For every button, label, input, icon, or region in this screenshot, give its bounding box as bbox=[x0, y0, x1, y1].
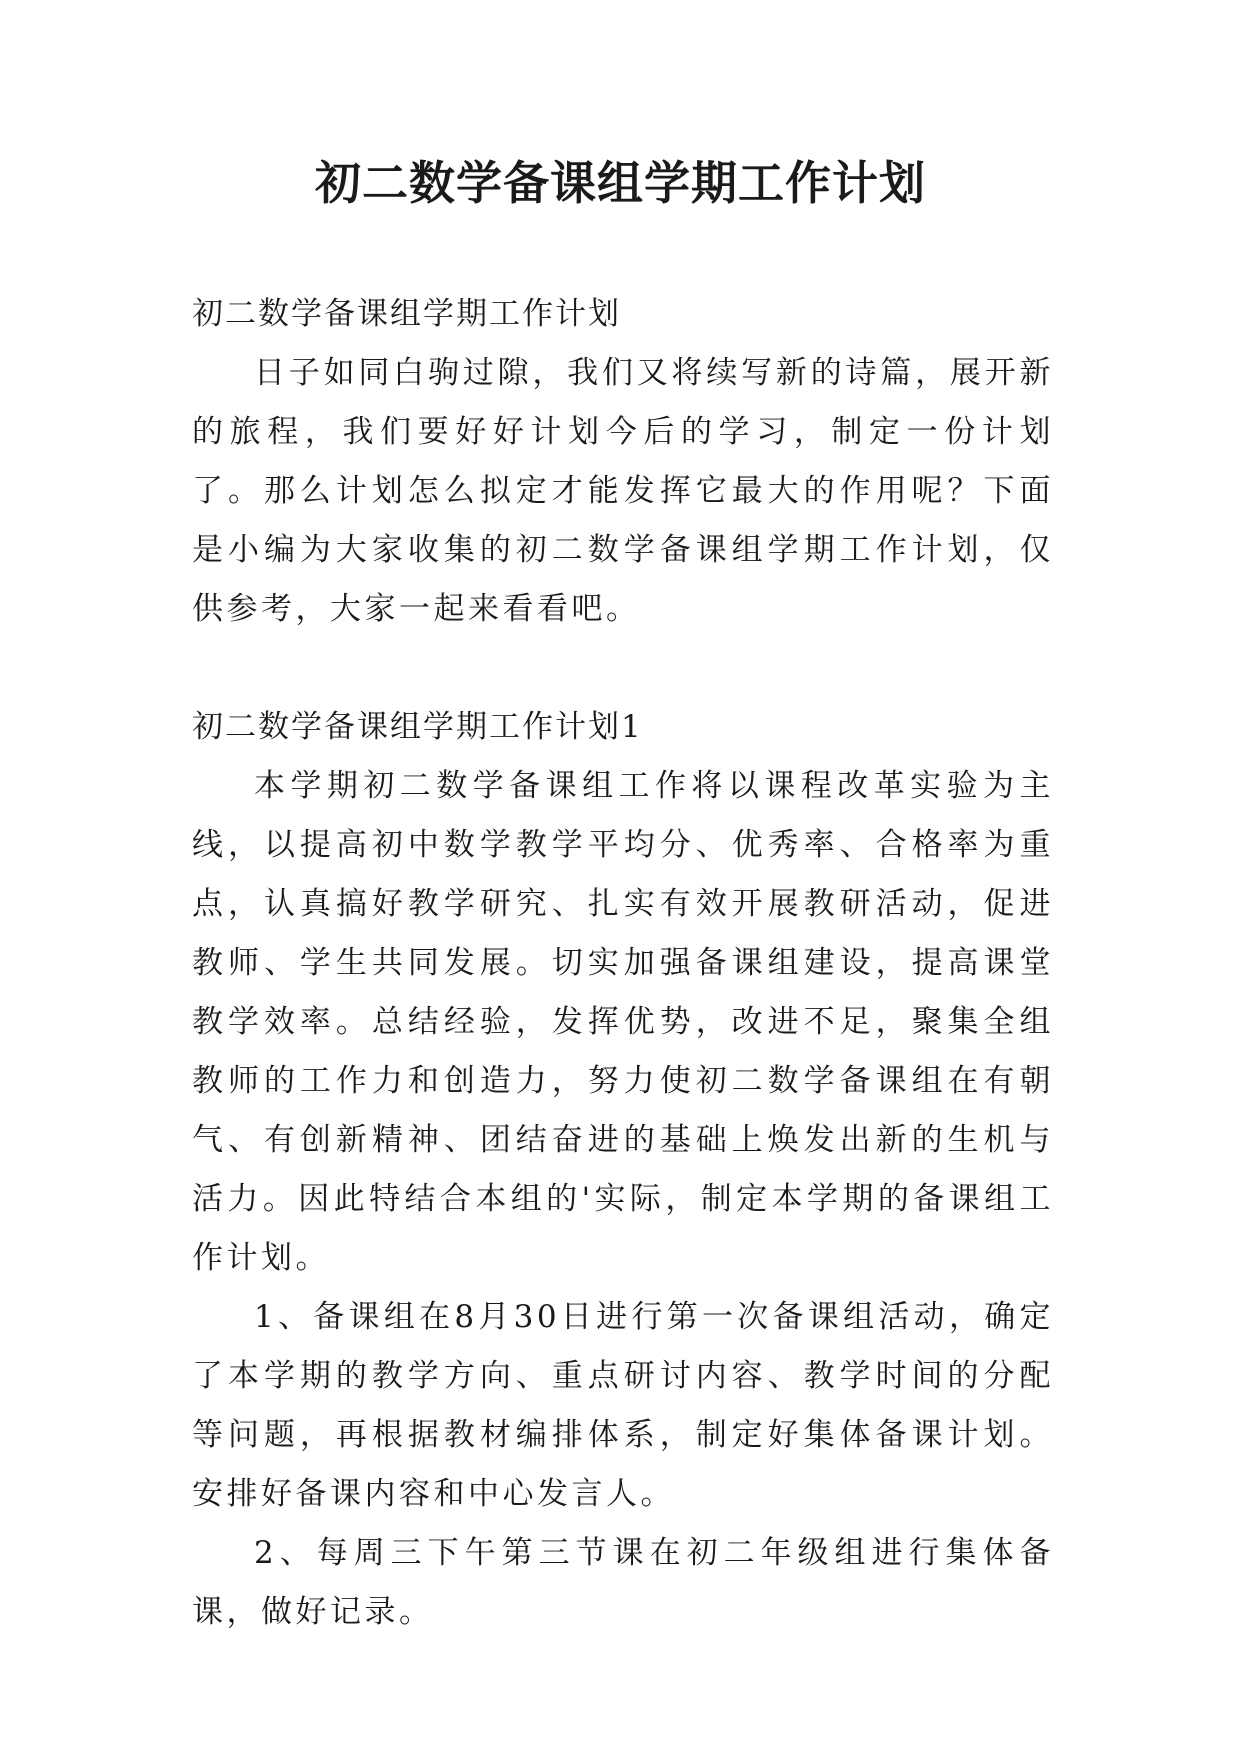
section1-item-1: 1、备课组在8月30日进行第一次备课组活动，确定了本学期的教学方向、重点研讨内容、教学时间的分配等问题，再根据教材编排体系，制定好集体备课计划。安排好备课内容和中心发言人。 bbox=[192, 1299, 1054, 1512]
section1-item-2: 2、每周三下午第三节课在初二年级组进行集体备课，做好记录。 bbox=[192, 1535, 1054, 1630]
document-title: 初二数学备课组学期工作计划 bbox=[315, 156, 926, 210]
intro-heading: 初二数学备课组学期工作计划 bbox=[192, 296, 621, 332]
document-body bbox=[192, 285, 1054, 1642]
section-spacer bbox=[192, 639, 1054, 698]
intro-paragraph: 日子如同白驹过隙，我们又将续写新的诗篇，展开新的旅程，我们要好好计划今后的学习，制定一份计划了。那么计划怎么拟定才能发挥它最大的作用呢？下面是小编为大家收集的初二数学备课组学期工作计划，仅供参考，大家一起来看看吧。 bbox=[192, 355, 1054, 627]
section1-heading: 初二数学备课组学期工作计划1 bbox=[192, 709, 643, 745]
section1-paragraph: 本学期初二数学备课组工作将以课程改革实验为主线，以提高初中数学教学平均分、优秀率、合格率为重点，认真搞好教学研究、扎实有效开展教研活动，促进教师、学生共同发展。切实加强备课组建设，提高课堂教学效率。总结经验，发挥优势，改进不足，聚集全组教师的工作力和创造力，努力使初二数学备课组在有朝气、有创新精神、团结奋进的基础上焕发出新的生机与活力。因此特结合本组的'实际，制定本学期的备课组工作计划。 bbox=[192, 768, 1054, 1276]
